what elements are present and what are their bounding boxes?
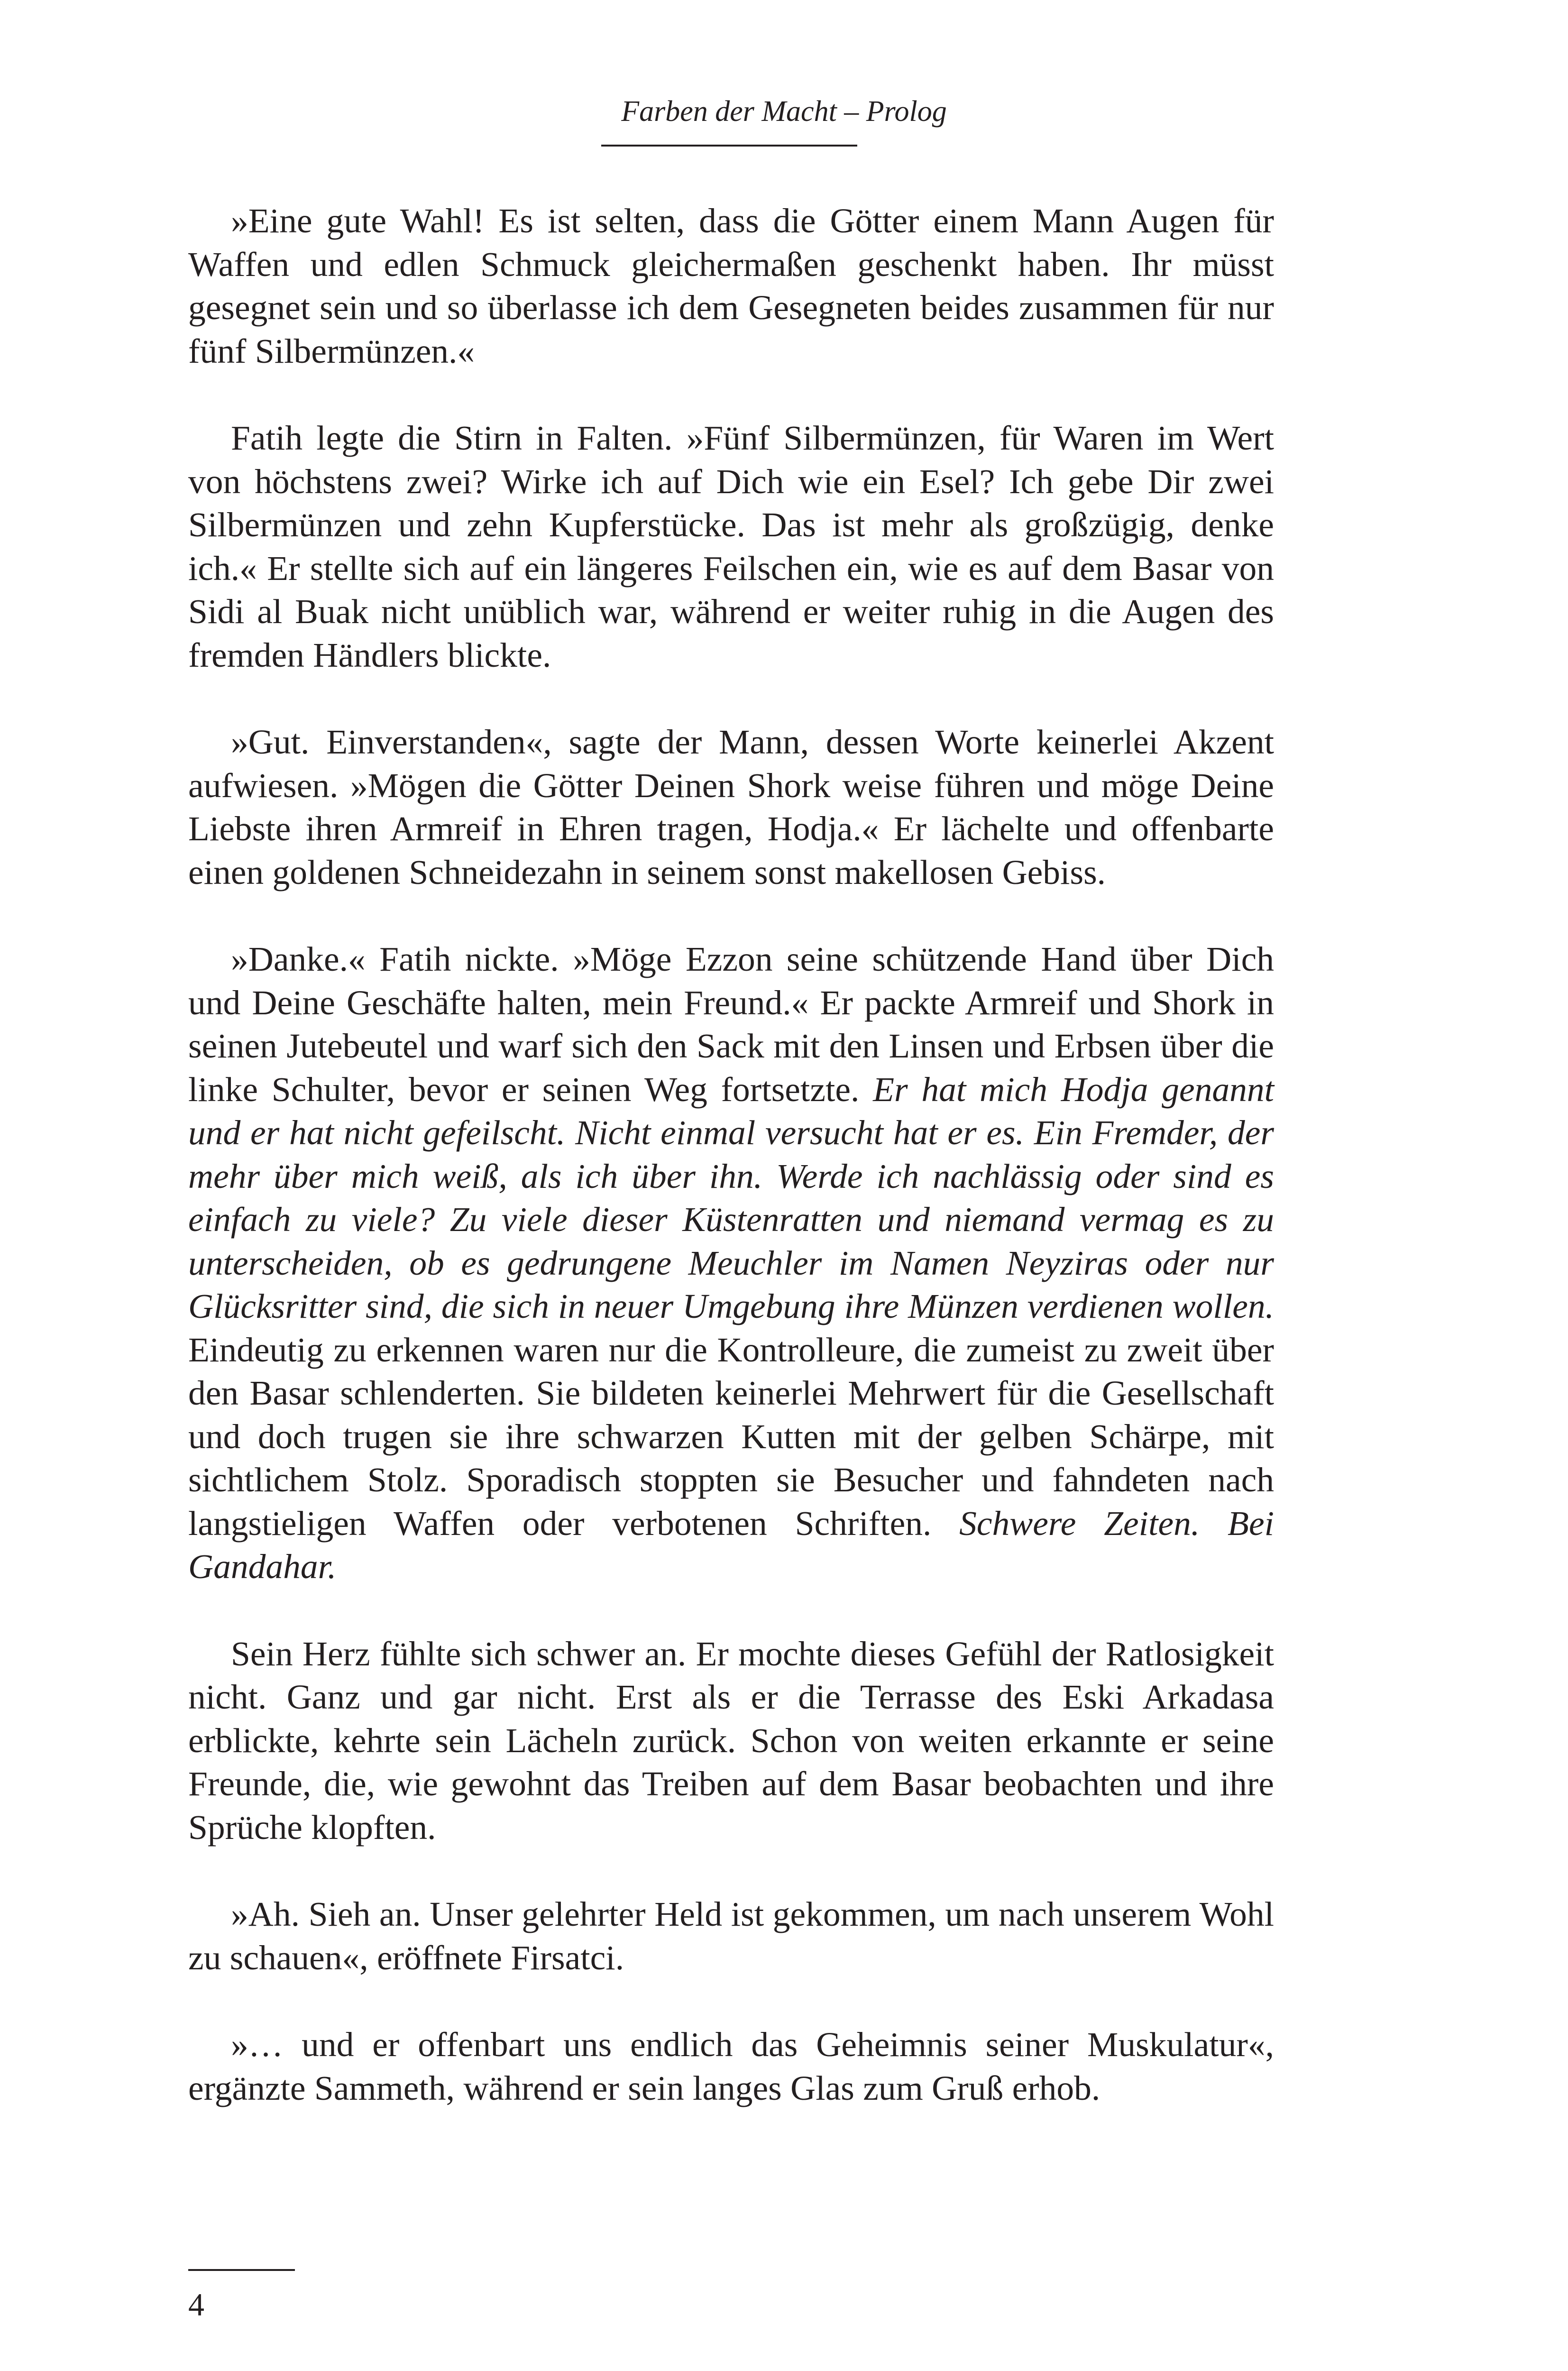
text-segment: »Danke.« Fatih nickte. »Möge Ezzon seine schützende Hand über Dich und Deine Geschäfte halten, mein Freund.« Er packte Armreif und Shork in seinen Jutebeutel und warf sich den Sack mit den Linsen und Erbsen über die linke Schulter, bevor er seinen Weg fortsetzte. (188, 940, 1274, 1109)
text-segment: »… und er offenbart uns endlich das Geheimnis seiner Muskulatur«, ergänzte Sammeth, während er sein langes Glas zum Gruß erhob. (188, 2025, 1274, 2107)
paragraph (188, 199, 1274, 373)
header-rule (601, 145, 857, 147)
page-number: 4 (188, 2287, 204, 2323)
text-segment: Sein Herz fühlte sich schwer an. Er mochte dieses Gefühl der Ratlosigkeit nicht. Ganz und gar nicht. Erst als er die Terrasse des Eski Arkadasa erblickte, kehrte sein Lächeln zurück. Schon von weiten erkannte er seine Freunde, die, wie gewohnt das Treiben auf dem Basar beobachten und ihre Sprüche klopften. (188, 1634, 1274, 1847)
footer-rule (188, 2269, 295, 2271)
body-text (188, 199, 1274, 2110)
paragraph (188, 1893, 1274, 1979)
text-segment: »Eine gute Wahl! Es ist selten, dass die Götter einem Mann Augen für Waffen und edlen Schmuck gleichermaßen geschenkt haben. Ihr müsst gesegnet sein und so überlasse ich dem Gesegneten beides zusammen für nur fünf Silbermünzen.« (188, 202, 1274, 370)
running-head: Farben der Macht – Prolog (621, 95, 947, 128)
text-segment: Eindeutig zu erkennen waren nur die Kontrolleure, die zumeist zu zweit über den Basar schlenderten. Sie bildeten keinerlei Mehrwert für die Gesellschaft und doch trugen sie ihre schwarzen Kutten mit der gelben Schärpe, mit sichtlichem Stolz. Sporadisch stoppten sie Besucher und fahndeten nach langstieligen Waffen oder verbotenen Schriften. (188, 1330, 1274, 1543)
text-segment: Fatih legte die Stirn in Falten. »Fünf Silbermünzen, für Waren im Wert von höchstens zwei? Wirke ich auf Dich wie ein Esel? Ich gebe Dir zwei Silbermünzen und zehn Kupferstücke. Das ist mehr als großzügig, denke ich.« Er stellte sich auf ein längeres Feilschen ein, wie es auf dem Basar von Sidi al Buak nicht unüblich war, während er weiter ruhig in die Augen des fremden Händlers blickte. (188, 419, 1274, 674)
paragraph (188, 937, 1274, 1589)
text-segment: »Gut. Einverstanden«, sagte der Mann, dessen Worte keinerlei Akzent aufwiesen. »Mögen die Götter Deinen Shork weise führen und möge Deine Liebste ihren Armreif in Ehren tragen, Hodja.« Er lächelte und offenbarte einen goldenen Schneidezahn in seinem sonst makellosen Gebiss. (188, 723, 1274, 891)
paragraph (188, 416, 1274, 677)
paragraph (188, 720, 1274, 894)
text-segment: »Ah. Sieh an. Unser gelehrter Held ist gekommen, um nach unserem Wohl zu schauen«, eröffnete Firsatci. (188, 1895, 1274, 1977)
paragraph (188, 1632, 1274, 1849)
italic-text-segment: Er hat mich Hodja genannt und er hat nicht gefeilscht. Nicht einmal versucht hat er es. Ein Fremder, der mehr über mich weiß, als ich über ihn. Werde ich nachlässig oder sind es einfach zu viele? Zu viele dieser Küstenratten und niemand vermag es zu unterscheiden, ob es gedrungene Meuchler im Namen Neyziras oder nur Glücksritter sind, die sich in neuer Umgebung ihre Münzen verdienen wollen. (188, 1070, 1274, 1325)
paragraph (188, 2023, 1274, 2110)
italic-text-segment: Schwere Zeiten. Bei Gandahar. (188, 1504, 1274, 1586)
